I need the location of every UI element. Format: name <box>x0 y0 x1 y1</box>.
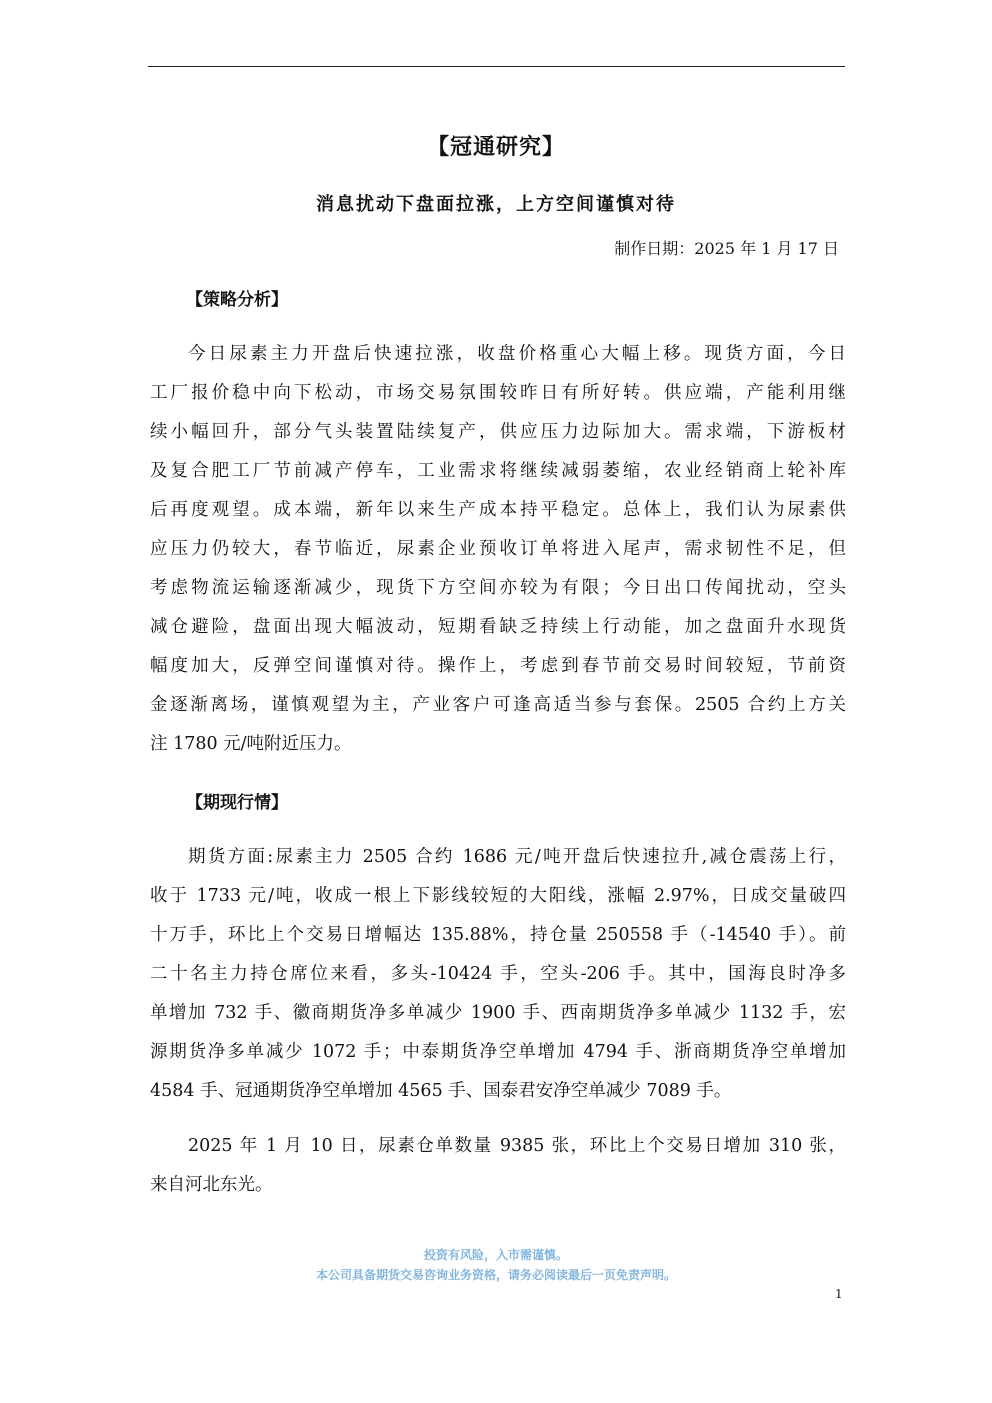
strategy-line: 及复合肥工厂节前减产停车，工业需求将继续减弱萎缩，农业经销商上轮补库 <box>150 461 846 481</box>
strategy-line: 考虑物流运输逐渐减少，现货下方空间亦较为有限；今日出口传闻扰动，空头 <box>150 578 846 598</box>
page-number: 1 <box>835 1287 843 1301</box>
futures-line: 收于 1733 元/吨，收成一根上下影线较短的大阳线，涨幅 2.97%，日成交量破四 <box>150 886 846 906</box>
futures-line: 4584 手、冠通期货净空单增加 4565 手、国泰君安净空单减少 7089 手。 <box>150 1081 732 1101</box>
futures-line: 十万手，环比上个交易日增幅达 135.88%，持仓量 250558 手（-14540 手）。前 <box>150 925 846 945</box>
futures-line: 源期货净多单减少 1072 手；中泰期货净空单增加 4794 手、浙商期货净空单增加 <box>150 1042 846 1062</box>
strategy-paragraph <box>150 335 846 764</box>
strategy-heading: 【策略分析】 <box>186 290 288 310</box>
futures-line: 期货方面:尿素主力 2505 合约 1686 元/吨开盘后快速拉升,减仓震荡上行， <box>188 847 846 867</box>
org-title: 【冠通研究】 <box>426 134 565 160</box>
header-divider <box>148 66 845 67</box>
warehouse-line: 来自河北东光。 <box>150 1175 273 1195</box>
risk-notice: 投资有风险，入市需谨慎。 <box>423 1248 568 1262</box>
strategy-line: 注 1780 元/吨附近压力。 <box>150 734 352 754</box>
strategy-line: 应压力仍较大，春节临近，尿素企业预收订单将进入尾声，需求韧性不足，但 <box>150 539 846 559</box>
strategy-line: 金逐渐离场，谨慎观望为主，产业客户可逢高适当参与套保。2505 合约上方关 <box>150 695 846 715</box>
market-heading: 【期现行情】 <box>186 793 288 813</box>
warehouse-paragraph <box>150 1127 846 1205</box>
futures-line: 二十名主力持仓席位来看，多头-10424 手，空头-206 手。其中，国海良时净多 <box>150 964 846 984</box>
warehouse-line: 2025 年 1 月 10 日，尿素仓单数量 9385 张，环比上个交易日增加 310 张， <box>188 1136 846 1156</box>
strategy-line: 工厂报价稳中向下松动，市场交易氛围较昨日有所好转。供应端，产能利用继 <box>150 383 846 403</box>
futures-paragraph <box>150 838 846 1111</box>
strategy-line: 减仓避险，盘面出现大幅波动，短期看缺乏持续上行动能，加之盘面升水现货 <box>150 617 846 637</box>
futures-line: 单增加 732 手、徽商期货净多单减少 1900 手、西南期货净多单减少 1132 手，宏 <box>150 1003 846 1023</box>
strategy-line: 幅度加大，反弹空间谨慎对待。操作上，考虑到春节前交易时间较短，节前资 <box>150 656 846 676</box>
production-date: 制作日期：2025 年 1 月 17 日 <box>614 239 839 258</box>
strategy-line: 后再度观望。成本端，新年以来生产成本持平稳定。总体上，我们认为尿素供 <box>150 500 846 520</box>
strategy-line: 今日尿素主力开盘后快速拉涨，收盘价格重心大幅上移。现货方面，今日 <box>188 344 846 364</box>
qualification-notice: 本公司具备期货交易咨询业务资格，请务必阅读最后一页免责声明。 <box>315 1268 676 1282</box>
strategy-line: 续小幅回升，部分气头装置陆续复产，供应压力边际加大。需求端，下游板材 <box>150 422 846 442</box>
document-title: 消息扰动下盘面拉涨，上方空间谨慎对待 <box>316 194 676 215</box>
